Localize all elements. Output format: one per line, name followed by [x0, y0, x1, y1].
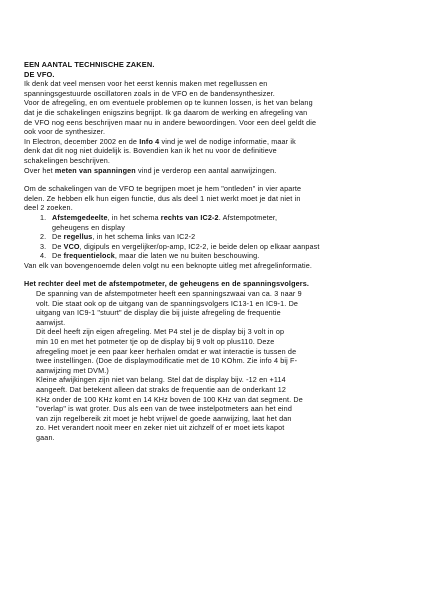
- item-post: , digipuls en vergelijker/op-amp, IC2-2, ie beide delen op elkaar aanpast: [79, 241, 320, 251]
- section-body: [24, 289, 404, 443]
- list-number: 4.: [40, 251, 47, 261]
- item-pre: De: [52, 251, 64, 261]
- section-line: aanwijst.: [36, 317, 66, 327]
- item-post: , maar die laten we nu buiten beschouwing.: [114, 251, 260, 261]
- electron-line: schakelingen beschrijven.: [24, 155, 111, 165]
- intro-paragraph: [24, 79, 404, 137]
- parts-list: [24, 213, 404, 261]
- intro-line: Voor de afregeling, en om eventuele problemen op te kunnen lossen, is het van belang: [24, 98, 313, 108]
- section-line: twee instellingen. (Doe de displaymodificatie met de 10 KOhm. Zie info 4 bij F-: [36, 356, 298, 366]
- section-line: zo. Het verandert nooit meer en zeker niet uit zichzelf of er moet iets kapot: [36, 423, 285, 433]
- item-mid: , in het schema: [107, 212, 161, 222]
- list-item: [24, 213, 404, 232]
- section-line: aanwijzing met DVM.): [36, 365, 109, 375]
- info4-reference: Info 4: [139, 136, 160, 146]
- section-line: Kleine afwijkingen zijn niet van belang. Stel dat de display bijv. -12 en +114: [36, 375, 286, 385]
- om-paragraph: [24, 184, 404, 213]
- section-line: min 10 en met het potmeter tje op de display bij 9 volt op plus110. Deze: [36, 337, 275, 347]
- electron-line: [24, 137, 404, 147]
- list-number: 1.: [40, 212, 47, 222]
- item-post: , in het schema links van IC2-2: [92, 232, 196, 242]
- item-pre: De: [52, 232, 64, 242]
- item-bold: frequentielock: [63, 251, 115, 261]
- item-bold: regellus: [63, 232, 93, 242]
- meten-reference: meten van spanningen: [54, 165, 136, 175]
- section-line: uitgang van IC9-1 "stuurt" de display die bij juiste afregeling de frequentie: [36, 308, 281, 318]
- om-line: Om de schakelingen van de VFO te begrijpen moet je hem "ontleden" in vier aparte: [24, 184, 302, 194]
- document-page: [24, 60, 404, 443]
- item-bold: Afstemgedeelte: [52, 212, 108, 222]
- electron-post: vind je wel de nodige informatie, maar ik: [159, 136, 296, 146]
- section-line: gaan.: [36, 432, 55, 442]
- item-post: . Afstempotmeter,: [218, 212, 278, 222]
- over-post: vind je verderop een aantal aanwijzingen.: [135, 165, 277, 175]
- om-line: delen. Ze hebben elk hun eigen functie, dus als deel 1 niet werkt moet je dat niet in: [24, 193, 301, 203]
- intro-line: dat je die schakelingen enigszins begrijpt. Ik ga daarom de werking en afregeling van: [24, 107, 308, 117]
- section-line: "overlap" is wat groter. Dus als een van de twee instelpotmeters aan het eind: [36, 404, 292, 414]
- intro-line: Ik denk dat veel mensen voor het eerst kennis maken met regellussen en: [24, 79, 268, 89]
- list-item: [24, 251, 404, 261]
- item-bold: VCO: [63, 241, 80, 251]
- om-line: deel 2 zoeken.: [24, 203, 73, 213]
- section-line: van zijn regelbereik zit moet je hebt vrijwel de goede aanwijzing, laat het dan: [36, 413, 292, 423]
- item-cont: geheugens en display: [52, 222, 125, 232]
- list-item: [24, 232, 404, 242]
- document-title: EEN AANTAL TECHNISCHE ZAKEN.: [24, 60, 155, 69]
- intro-line: de VFO nog eens beschrijven maar nu in andere bewoordingen. Voor een deel geldt die: [24, 117, 317, 127]
- section-line: volt. Die staat ook op de uitgang van de spanningsvolgers IC13-1 en IC9-1. De: [36, 298, 299, 308]
- document-subtitle: DE VFO.: [24, 69, 55, 79]
- electron-pre: In Electron, december 2002 en de: [24, 136, 140, 146]
- electron-line: denk dat dit nog niet duidelijk is. Bovendien kan ik het nu voor de definitieve: [24, 146, 277, 156]
- item-pre: De: [52, 241, 64, 251]
- list-item: [24, 242, 404, 252]
- section-line: Dit deel heeft zijn eigen afregeling. Met P4 stel je de display bij 3 volt in op: [36, 327, 285, 337]
- item-bold2: rechts van IC2-2: [160, 212, 219, 222]
- section-heading: Het rechter deel met de afstempotmeter, de geheugens en de spanningsvolgers.: [24, 279, 310, 289]
- section-line: afregeling moet je een paar keer herhalen omdat er wat interactie is tussen de: [36, 346, 297, 356]
- intro-line: spanningsgestuurde oscillatoren zoals in de VFO en de bandensynthesizer.: [24, 88, 275, 98]
- section-line: KHz onder de 100 KHz komt en 14 KHz boven de 100 KHz van dat segment. De: [36, 394, 303, 404]
- list-number: 2.: [40, 232, 47, 242]
- van-elk-line: Van elk van bovengenoemde delen volgt nu een beknopte uitleg met afregelinformatie.: [24, 260, 313, 270]
- over-pre: Over het: [24, 165, 55, 175]
- section-line: De spanning van de afstempotmeter heeft een spanningszwaai van ca. 3 naar 9: [36, 289, 302, 299]
- electron-paragraph: [24, 137, 404, 175]
- section-line: aangeeft. Dat betekent alleen dat straks de frequentie aan de onderkant 12: [36, 385, 287, 394]
- intro-line: ook voor de synthesizer.: [24, 127, 106, 137]
- list-number: 3.: [40, 241, 47, 251]
- over-line: [24, 166, 404, 176]
